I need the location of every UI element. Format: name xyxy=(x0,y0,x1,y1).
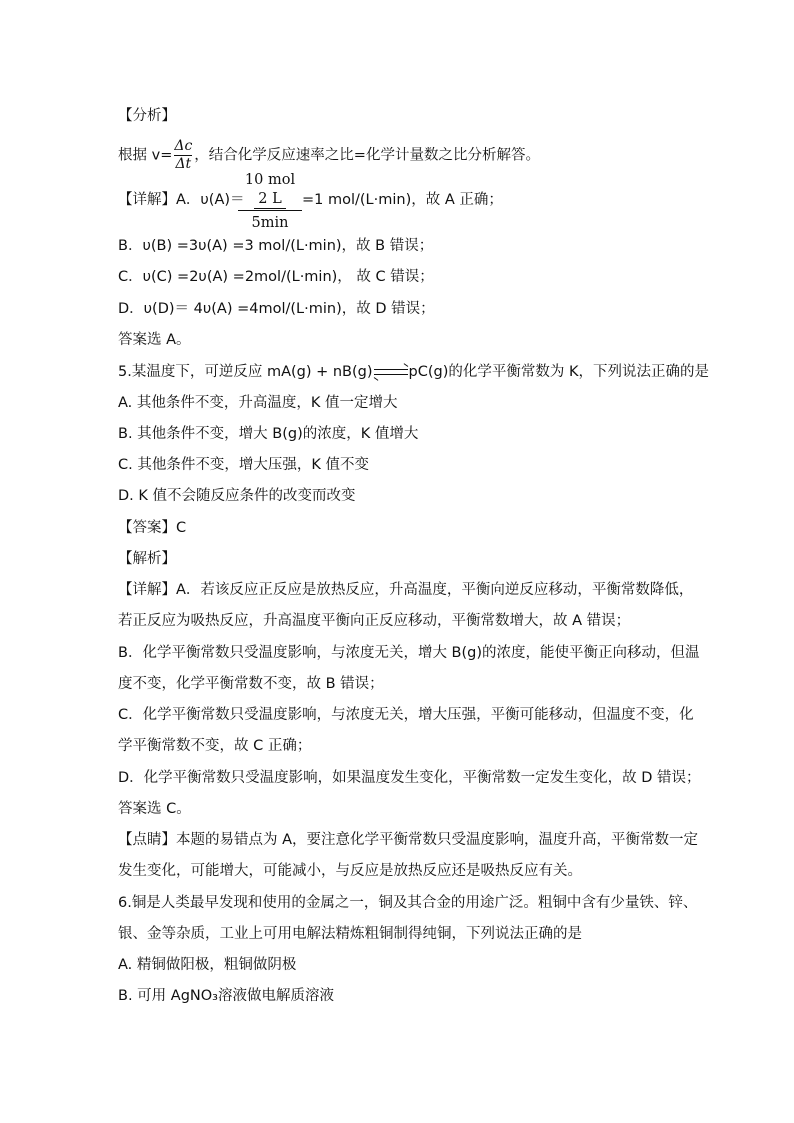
explanation-line-7: D．化学平衡常数只受温度影响，如果温度发生变化，平衡常数一定发生变化，故 D 错误； xyxy=(118,770,701,786)
question-5-stem-end: pC(g)的化学平衡常数为 K，下列说法正确的是 xyxy=(408,364,709,380)
option-6b: B. 可用 AgNO₃溶液做电解质溶液 xyxy=(118,988,334,1004)
tip-line-1: 【点睛】本题的易错点为 A，要注意化学平衡常数只受温度影响，温度升高，平衡常数一定 xyxy=(118,832,699,848)
rate-fraction xyxy=(174,138,192,173)
concentration-fraction xyxy=(238,170,302,233)
section-heading-analysis: 【分析】 xyxy=(118,108,176,124)
detail-line-a-start: 【详解】A．υ(A)＝ xyxy=(118,192,245,208)
question-5-stem xyxy=(118,362,709,382)
explanation-line-4: 度不变，化学平衡常数不变，故 B 错误； xyxy=(118,676,384,692)
option-6a: A. 精铜做阳极，粗铜做阴极 xyxy=(118,957,297,973)
fraction-bottom: 5min xyxy=(251,215,289,231)
detail-line-c: C．υ(C) =2υ(A) =2mol/(L·min)， 故 C 错误； xyxy=(118,269,434,285)
option-5d: D. K 值不会随反应条件的改变而改变 xyxy=(118,488,356,504)
explanation-line-2: 若正反应为吸热反应，升高温度平衡向正反应移动，平衡常数增大，故 A 错误； xyxy=(118,613,631,629)
analysis-text-start: 根据 v= xyxy=(118,147,173,164)
fraction-top: 10 mol xyxy=(244,172,296,188)
analysis-text xyxy=(118,138,540,173)
fraction-denominator: Δt xyxy=(175,156,192,172)
option-5c: C. 其他条件不变，增大压强，K 值不变 xyxy=(118,457,369,473)
option-5b: B. 其他条件不变，增大 B(g)的浓度，K 值增大 xyxy=(118,426,419,442)
detail-line-a-end: =1 mol/(L·min)，故 A 正确； xyxy=(302,192,503,208)
analysis-text-end: ，结合化学反应速率之比=化学计量数之比分析解答。 xyxy=(194,147,540,164)
fraction-numerator: Δc xyxy=(174,138,193,154)
answer-heading: 【答案】C xyxy=(118,520,187,536)
detail-line-d: D．υ(D)＝ 4υ(A) =4mol/(L·min)，故 D 错误； xyxy=(118,301,435,317)
tip-line-2: 发生变化，可能增大，可能减小，与反应是放热反应还是吸热反应有关。 xyxy=(118,863,582,879)
explanation-line-6: 学平衡常数不变，故 C 正确； xyxy=(118,738,312,754)
explanation-heading: 【解析】 xyxy=(118,551,176,567)
answer-line-a: 答案选 A。 xyxy=(118,332,191,348)
answer-line-c: 答案选 C。 xyxy=(118,801,191,817)
question-5-stem-start: 5.某温度下，可逆反应 mA(g) + nB(g) xyxy=(118,364,373,380)
fraction-middle: 2 L xyxy=(254,190,285,209)
explanation-line-1: 【详解】A．若该反应正反应是放热反应，升高温度，平衡向逆反应移动，平衡常数降低， xyxy=(118,582,694,598)
detail-line-b: B．υ(B) =3υ(A) =3 mol/(L·min)，故 B 错误； xyxy=(118,238,434,254)
explanation-line-3: B．化学平衡常数只受温度影响，与浓度无关，增大 B(g)的浓度，能使平衡正向移动，但温 xyxy=(118,645,700,661)
equilibrium-arrows-icon xyxy=(374,367,408,377)
question-6-stem-1: 6.铜是人类最早发现和使用的金属之一，铜及其合金的用途广泛。粗铜中含有少量铁、锌、 xyxy=(118,895,698,911)
option-5a: A. 其他条件不变，升高温度，K 值一定增大 xyxy=(118,395,398,411)
question-6-stem-2: 银、金等杂质，工业上可用电解法精炼粗铜制得纯铜，下列说法正确的是 xyxy=(118,926,582,942)
explanation-line-5: C．化学平衡常数只受温度影响，与浓度无关，增大压强，平衡可能移动，但温度不变，化 xyxy=(118,707,694,723)
